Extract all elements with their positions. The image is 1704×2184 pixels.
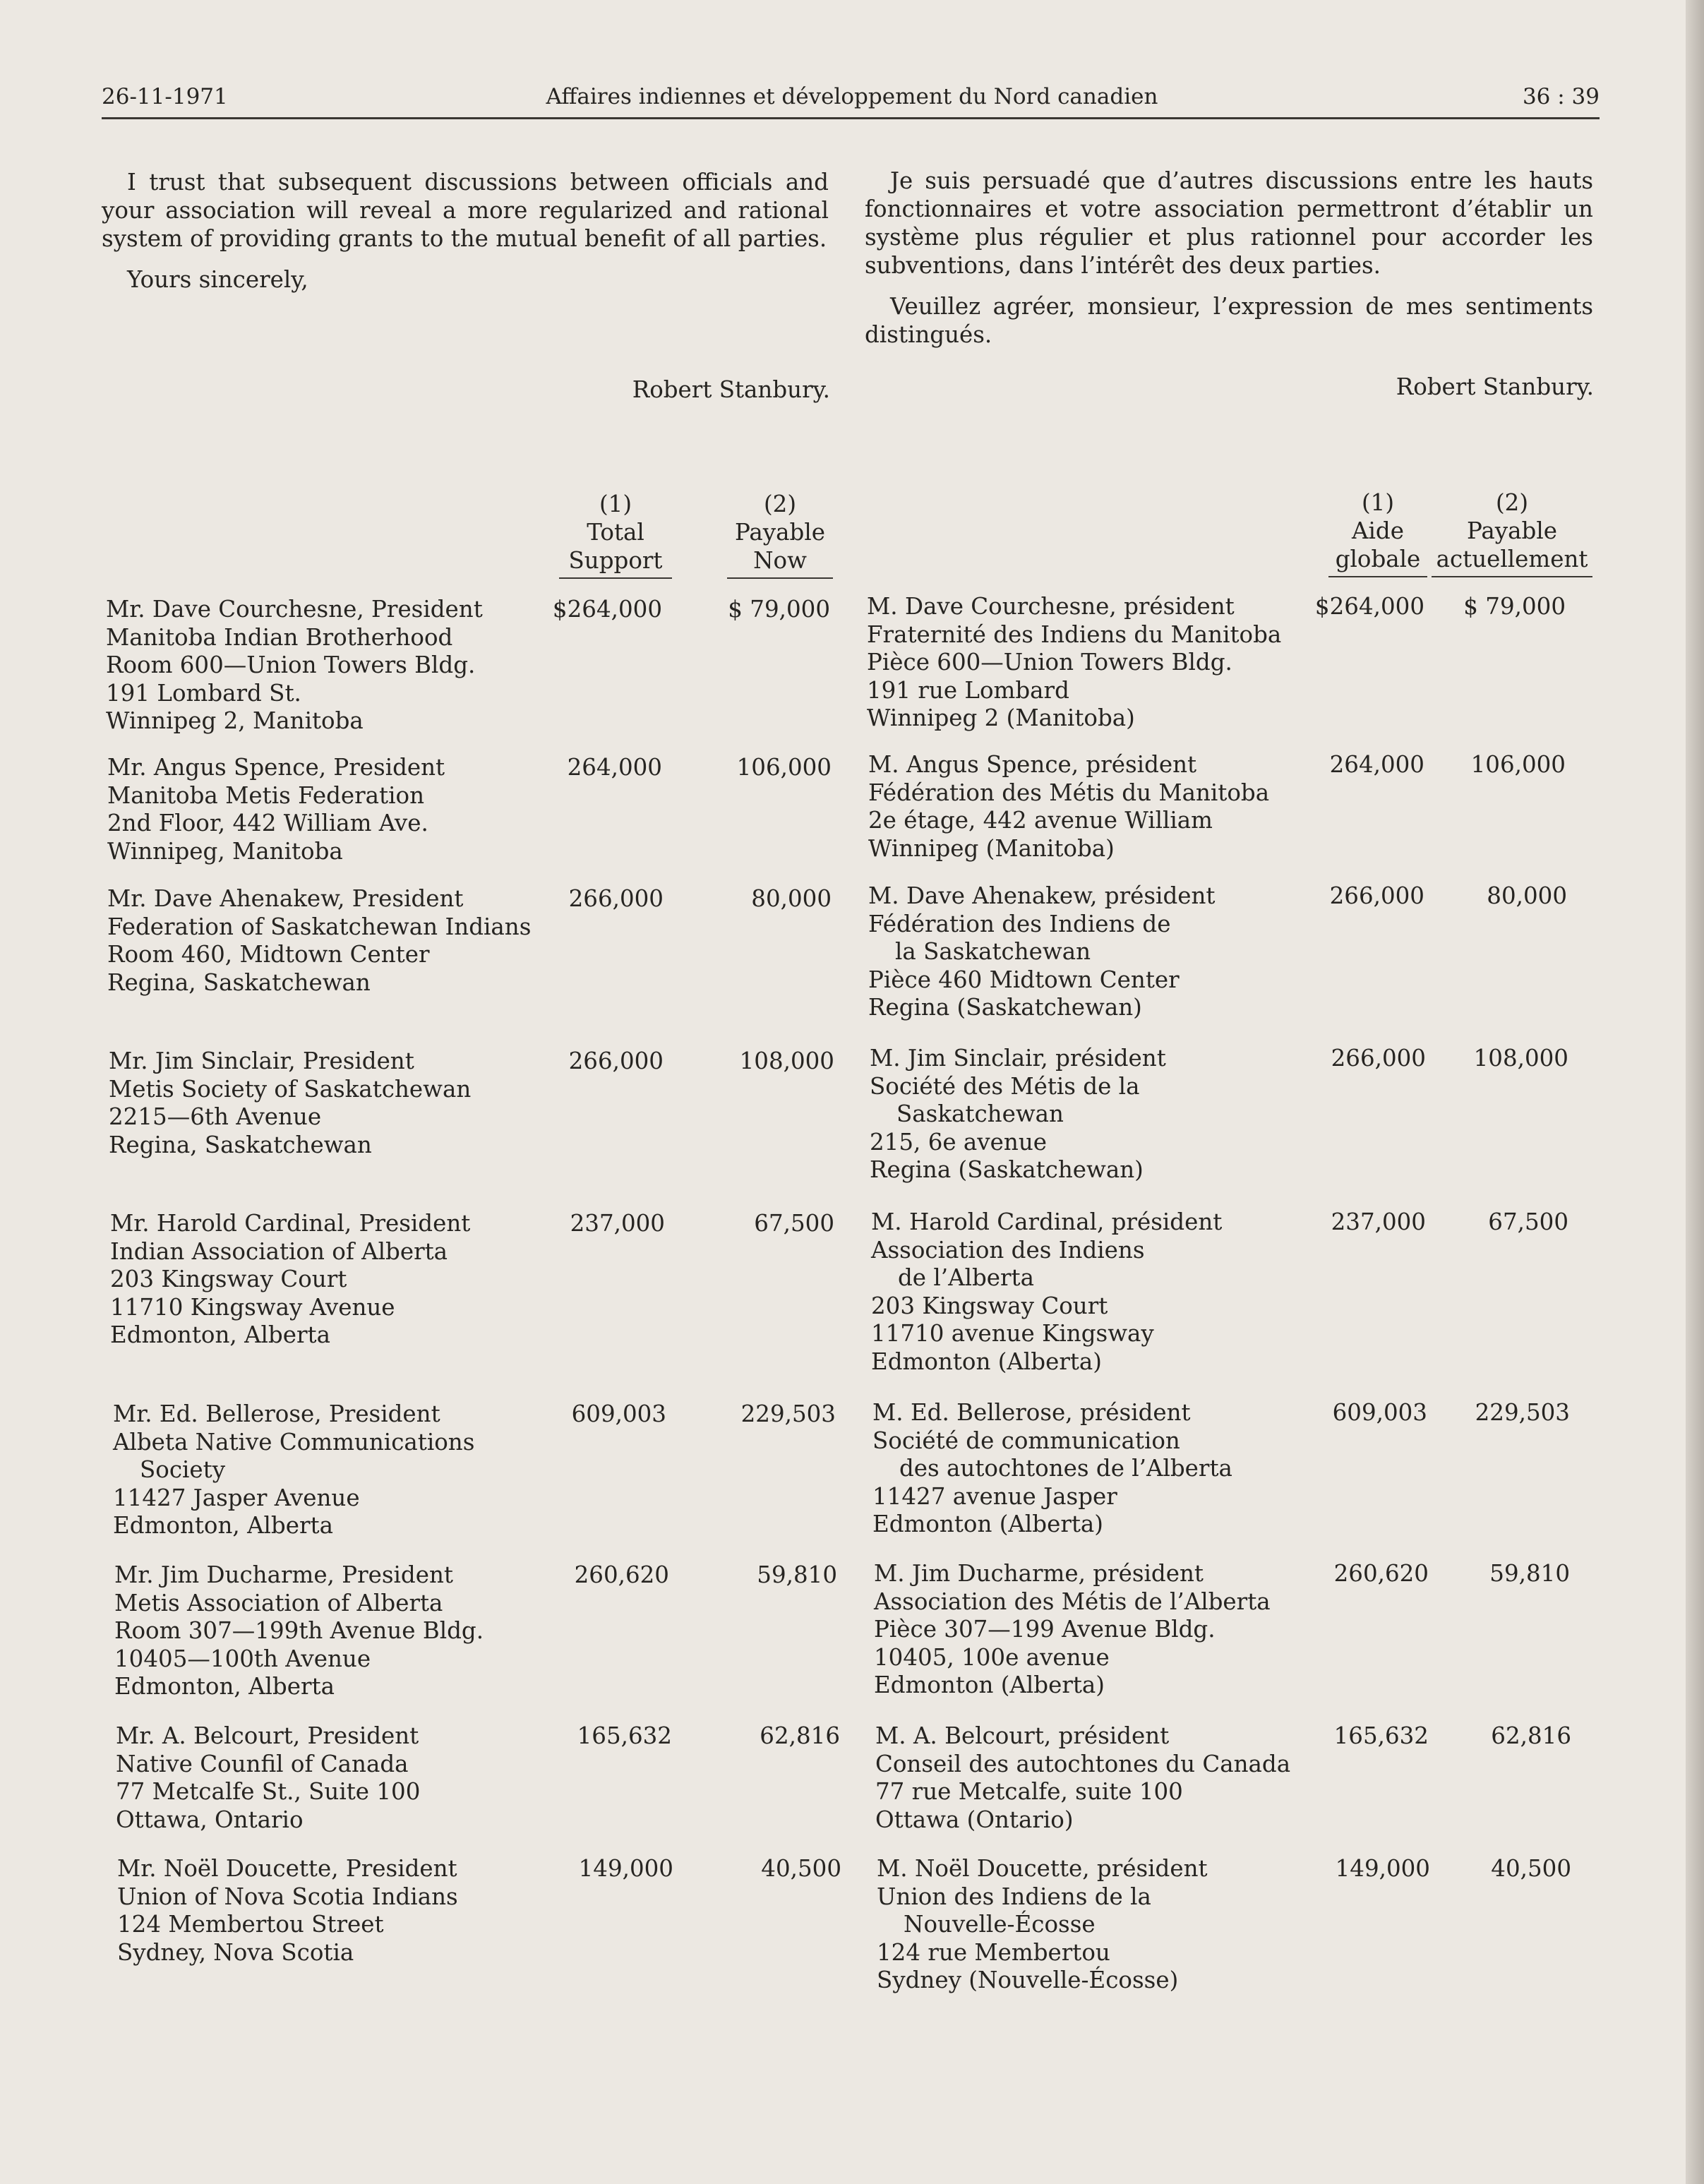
text-line: Mr. Jim Sinclair, President: [109, 1048, 414, 1074]
english-col1-heading: [559, 490, 672, 579]
french-col2-rule: [1432, 576, 1592, 577]
text-line: Federation of Saskatchewan Indians: [107, 913, 532, 940]
text-line: Payable: [1467, 517, 1557, 544]
text-line: Room 307—199th Avenue Bldg.: [114, 1617, 484, 1644]
english-payable-9: 40,500: [761, 1855, 841, 1882]
text-line: 11710 Kingsway Avenue: [110, 1293, 395, 1321]
text-line: Société de communication: [872, 1427, 1180, 1454]
text-line: 215, 6e avenue: [870, 1128, 1048, 1156]
text-line: 11710 avenue Kingsway: [871, 1320, 1154, 1347]
english-col2-rule: [727, 577, 833, 579]
english-total-5: 237,000: [570, 1210, 665, 1237]
text-line: Payable: [735, 519, 825, 546]
header-page-number: 36 : 39: [1522, 84, 1600, 109]
english-entry-4: [109, 1048, 471, 1159]
text-line: actuellement: [1436, 546, 1588, 572]
english-entry-8: [116, 1722, 420, 1834]
text-line: 11427 avenue Jasper: [872, 1482, 1117, 1510]
text-line: Fédération des Indiens de: [868, 910, 1171, 937]
english-total-9: 149,000: [578, 1855, 673, 1882]
text-line: Winnipeg 2, Manitoba: [106, 707, 364, 734]
text-line: Metis Society of Saskatchewan: [109, 1075, 472, 1103]
english-entry-5: [110, 1210, 470, 1350]
english-payable-3: 80,000: [751, 885, 832, 912]
french-closing: Veuillez agréer, monsieur, l’expression de mes sentiments distingués.: [865, 293, 1593, 348]
english-payable-2: 106,000: [736, 754, 832, 781]
text-line: 77 Metcalfe St., Suite 100: [116, 1778, 421, 1805]
text-line: Ottawa (Ontario): [875, 1806, 1074, 1833]
french-total-5: 237,000: [1331, 1208, 1426, 1235]
text-line: Pièce 460 Midtown Center: [868, 966, 1180, 993]
french-col1-heading: [1328, 488, 1427, 577]
text-line: (1): [1361, 489, 1395, 516]
french-entry-1: [867, 593, 1281, 733]
english-col2-heading: [727, 490, 833, 579]
text-line: Regina, Saskatchewan: [109, 1131, 372, 1158]
text-line: 2215—6th Avenue: [109, 1103, 322, 1130]
text-line: Conseil des autochtones du Canada: [875, 1750, 1291, 1777]
english-payable-6: 229,503: [740, 1400, 836, 1427]
text-line: Edmonton, Alberta: [110, 1321, 330, 1348]
text-line: 124 rue Membertou: [877, 1938, 1110, 1966]
french-payable-9: 40,500: [1491, 1855, 1571, 1882]
text-line: Mr. Jim Ducharme, President: [114, 1561, 453, 1588]
french-col1-rule: [1328, 576, 1427, 577]
english-signature: Robert Stanbury.: [632, 376, 830, 403]
text-line: Edmonton (Alberta): [872, 1511, 1103, 1537]
english-total-7: 260,620: [574, 1561, 669, 1588]
english-payable-7: 59,810: [757, 1561, 837, 1588]
text-line: Manitoba Metis Federation: [107, 781, 425, 809]
text-line: Fraternité des Indiens du Manitoba: [867, 620, 1282, 648]
text-line: (2): [1495, 489, 1529, 516]
text-line: Saskatchewan: [896, 1100, 1064, 1127]
text-line: Manitoba Indian Brotherhood: [106, 623, 453, 651]
text-line: Union des Indiens de la: [877, 1883, 1151, 1910]
french-entry-9: [877, 1855, 1208, 1995]
french-signature: Robert Stanbury.: [1396, 373, 1594, 400]
english-closing: Yours sincerely,: [127, 266, 308, 293]
french-entry-7: [874, 1560, 1271, 1700]
text-line: Metis Association of Alberta: [114, 1589, 443, 1616]
text-line: Regina (Saskatchewan): [870, 1156, 1144, 1183]
text-line: Mr. A. Belcourt, President: [116, 1722, 419, 1749]
english-total-1: $264,000: [552, 596, 662, 623]
french-total-3: 266,000: [1329, 882, 1424, 909]
text-line: M. Jim Sinclair, président: [870, 1045, 1166, 1072]
text-line: Winnipeg, Manitoba: [107, 837, 343, 865]
text-line: 2e étage, 442 avenue William: [868, 807, 1213, 834]
french-entry-3: [868, 882, 1215, 1022]
text-line: de l’Alberta: [898, 1264, 1034, 1291]
english-entry-9: [117, 1855, 458, 1967]
text-line: 10405—100th Avenue: [114, 1645, 371, 1672]
english-entry-7: [114, 1561, 484, 1701]
text-line: M. Dave Courchesne, président: [867, 593, 1235, 620]
text-line: 77 rue Metcalfe, suite 100: [875, 1778, 1183, 1805]
french-col2-heading: [1432, 488, 1592, 577]
text-line: (1): [599, 491, 632, 517]
text-line: Winnipeg (Manitoba): [868, 834, 1115, 862]
text-line: Now: [753, 547, 807, 574]
text-line: des autochtones de l’Alberta: [899, 1455, 1232, 1482]
text-line: Edmonton (Alberta): [871, 1348, 1102, 1375]
text-line: 203 Kingsway Court: [871, 1292, 1108, 1319]
french-letter-body: [865, 167, 1593, 349]
french-paragraph: Je suis persuadé que d’autres discussions entre les hauts fonctionnaires et votre association permettront d’établir un système plus régulier et plus rationnel pour accorder les subventions, dans l’intérêt des deux parties.: [865, 167, 1593, 279]
text-line: Edmonton, Alberta: [114, 1673, 335, 1700]
text-line: Edmonton (Alberta): [874, 1672, 1105, 1698]
french-total-2: 264,000: [1329, 751, 1424, 778]
text-line: 203 Kingsway Court: [110, 1266, 347, 1292]
english-total-4: 266,000: [568, 1048, 664, 1074]
french-entry-4: [870, 1045, 1166, 1184]
text-line: 191 Lombard St.: [106, 679, 301, 707]
english-entry-1: [106, 596, 483, 736]
text-line: 191 rue Lombard: [867, 676, 1069, 704]
text-line: Society: [140, 1456, 226, 1483]
text-line: Fédération des Métis du Manitoba: [868, 779, 1270, 806]
text-line: Room 460, Midtown Center: [107, 941, 430, 968]
english-paragraph: I trust that subsequent discussions between officials and your association will reveal a more regularized and rational system of providing grants to the mutual benefit of all parties.: [102, 169, 829, 252]
text-line: Sydney, Nova Scotia: [117, 1938, 354, 1966]
text-line: M. Harold Cardinal, président: [871, 1208, 1223, 1235]
english-payable-1: $ 79,000: [728, 596, 830, 623]
header-date: 26-11-1971: [102, 84, 228, 109]
french-total-4: 266,000: [1331, 1045, 1426, 1072]
french-entry-2: [868, 751, 1269, 863]
french-payable-2: 106,000: [1470, 751, 1566, 778]
english-entry-2: [107, 754, 445, 865]
text-line: Nouvelle-Écosse: [904, 1911, 1096, 1938]
text-line: Union of Nova Scotia Indians: [117, 1883, 458, 1910]
text-line: Room 600—Union Towers Bldg.: [106, 652, 476, 678]
text-line: 11427 Jasper Avenue: [113, 1484, 360, 1511]
text-line: Mr. Angus Spence, President: [107, 754, 445, 781]
french-total-9: 149,000: [1335, 1855, 1430, 1882]
text-line: Total: [587, 519, 644, 546]
header-rule: [102, 117, 1600, 119]
text-line: Aide: [1352, 517, 1404, 544]
header-title: Affaires indiennes et développement du Nord canadien: [546, 84, 1158, 109]
text-line: 2nd Floor, 442 William Ave.: [107, 810, 428, 836]
french-payable-4: 108,000: [1473, 1045, 1568, 1072]
french-payable-7: 59,810: [1489, 1560, 1570, 1587]
french-total-1: $264,000: [1314, 593, 1424, 620]
english-total-8: 165,632: [577, 1722, 672, 1749]
french-payable-1: $ 79,000: [1463, 593, 1566, 620]
text-line: Regina (Saskatchewan): [868, 994, 1142, 1021]
english-payable-8: 62,816: [760, 1722, 840, 1749]
text-line: Indian Association of Alberta: [110, 1237, 448, 1265]
text-line: M. Jim Ducharme, président: [874, 1560, 1204, 1587]
french-total-6: 609,003: [1332, 1399, 1427, 1426]
text-line: (2): [763, 491, 797, 517]
french-payable-3: 80,000: [1487, 882, 1567, 909]
french-entry-8: [875, 1722, 1290, 1834]
text-line: Ottawa, Ontario: [116, 1806, 304, 1833]
text-line: Société des Métis de la: [870, 1072, 1140, 1100]
text-line: M. Dave Ahenakew, président: [868, 882, 1216, 909]
text-line: Association des Métis de l’Alberta: [874, 1588, 1271, 1615]
english-total-6: 609,003: [571, 1400, 666, 1427]
text-line: Association des Indiens: [871, 1236, 1145, 1264]
text-line: Edmonton, Alberta: [113, 1512, 333, 1539]
text-line: Albeta Native Communications: [113, 1428, 475, 1456]
english-col1-rule: [559, 577, 672, 579]
text-line: Support: [568, 547, 663, 574]
text-line: la Saskatchewan: [895, 938, 1091, 965]
text-line: Mr. Dave Courchesne, President: [106, 596, 483, 623]
french-payable-6: 229,503: [1475, 1399, 1570, 1426]
english-payable-5: 67,500: [754, 1210, 834, 1237]
french-total-8: 165,632: [1333, 1722, 1429, 1749]
french-entry-5: [871, 1208, 1222, 1376]
english-total-3: 266,000: [568, 885, 664, 912]
text-line: Native Counfil of Canada: [116, 1750, 409, 1777]
text-line: Winnipeg 2 (Manitoba): [867, 704, 1135, 731]
text-line: Mr. Harold Cardinal, President: [110, 1210, 471, 1237]
text-line: M. Ed. Bellerose, président: [872, 1399, 1191, 1426]
text-line: globale: [1335, 546, 1421, 572]
english-total-2: 264,000: [567, 754, 662, 781]
text-line: Pièce 307—199 Avenue Bldg.: [874, 1616, 1216, 1643]
text-line: Mr. Noël Doucette, President: [117, 1855, 457, 1882]
french-entry-6: [872, 1399, 1232, 1539]
french-payable-8: 62,816: [1491, 1722, 1571, 1749]
text-line: Pièce 600—Union Towers Bldg.: [867, 649, 1232, 676]
text-line: M. Noël Doucette, président: [877, 1855, 1208, 1882]
text-line: 10405, 100e avenue: [874, 1643, 1110, 1671]
text-line: Mr. Ed. Bellerose, President: [113, 1400, 440, 1427]
text-line: Regina, Saskatchewan: [107, 968, 371, 996]
text-line: 124 Membertou Street: [117, 1911, 384, 1938]
french-total-7: 260,620: [1333, 1560, 1429, 1587]
page-edge: [1686, 0, 1704, 2184]
english-entry-6: [113, 1400, 474, 1540]
text-line: M. A. Belcourt, président: [875, 1722, 1170, 1749]
text-line: M. Angus Spence, président: [868, 751, 1197, 778]
english-letter-body: [102, 168, 829, 294]
text-line: Mr. Dave Ahenakew, President: [107, 885, 464, 912]
text-line: Sydney (Nouvelle-Écosse): [877, 1967, 1179, 1993]
french-payable-5: 67,500: [1488, 1208, 1568, 1235]
english-payable-4: 108,000: [739, 1048, 834, 1074]
english-entry-3: [107, 885, 531, 997]
